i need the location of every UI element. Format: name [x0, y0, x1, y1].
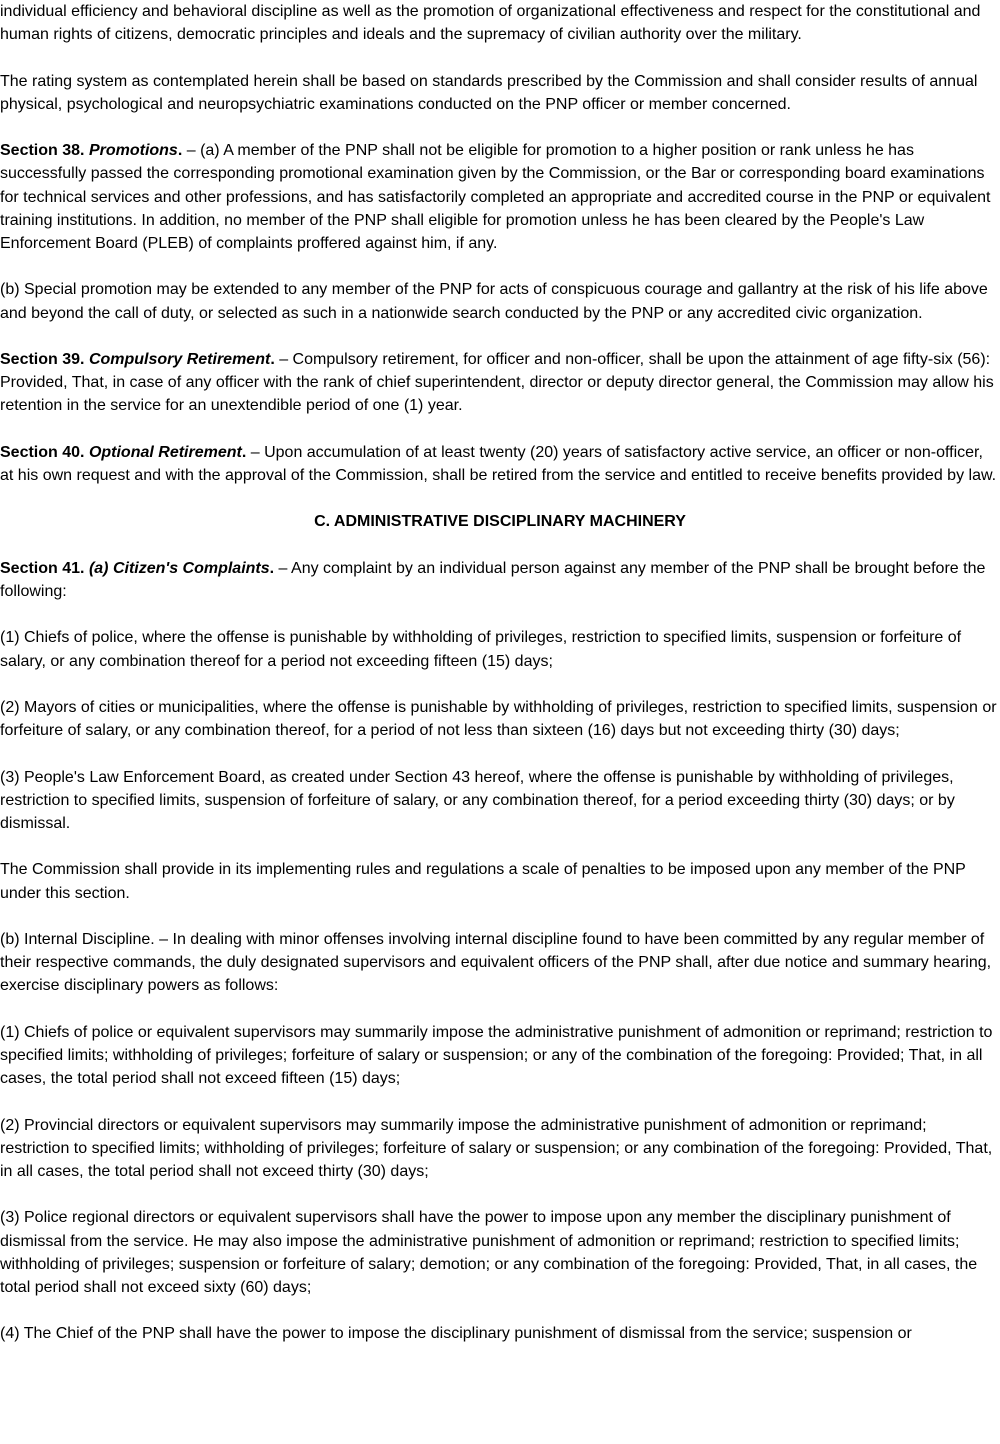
section-title-period: .: [177, 142, 183, 160]
list-item-provincial-directors: (2) Provincial directors or equivalent supervisors may summarily impose the administrative punishment of admonition or reprimand; restriction to specified limits; withholding of privileges; forfeiture of salary or suspension; or any combination of the foregoing: Provided, That, in all cases, the total period shall not exceed thirty (30) days;: [0, 1116, 993, 1180]
section-title-period: .: [241, 443, 247, 461]
chapter-heading: C. ADMINISTRATIVE DISCIPLINARY MACHINERY: [314, 513, 686, 531]
section-39-paragraph: [0, 348, 1000, 418]
paragraph-continued: individual efficiency and behavioral discipline as well as the promotion of organizational effectiveness and respect for the constitutional and human rights of citizens, democratic principles and ideals and the supremacy of civilian authority over the military.: [0, 3, 981, 44]
list-item-chief-of-pnp: (4) The Chief of the PNP shall have the power to impose the disciplinary punishment of dismissal from the service; suspension or: [0, 1325, 912, 1343]
section-number: Section 38.: [0, 142, 85, 160]
paragraph-scale-of-penalties: The Commission shall provide in its implementing rules and regulations a scale of penalties to be imposed upon any member of the PNP under this section.: [0, 861, 966, 902]
section-title: Promotions: [88, 142, 178, 160]
section-title: Optional Retirement: [88, 443, 242, 461]
paragraph-internal-discipline: (b) Internal Discipline. – In dealing with minor offenses involving internal discipline found to have been committed by any regular member of their respective commands, the duly designated supervisors and equivalent officers of the PNP shall, after due notice and summary hearing, exercise disciplinary powers as follows:: [0, 930, 992, 995]
list-item-chiefs-of-police: (1) Chiefs of police, where the offense is punishable by withholding of privileges, restriction to specified limits, suspension or forfeiture of salary, or any combination thereof for a period not exceeding fifteen (15) days;: [0, 629, 962, 670]
section-title-period: .: [269, 559, 275, 577]
paragraph-rating-system: The rating system as contemplated herein shall be based on standards prescribed by the Commission and shall consider results of annual physical, psychological and neuropsychiatric examinations conducted on the PNP officer or member concerned.: [0, 72, 978, 113]
section-number: Section 41.: [0, 559, 85, 577]
section-title-period: .: [270, 350, 275, 368]
section-title: Compulsory Retirement: [88, 350, 271, 368]
section-41-paragraph: [0, 557, 1000, 603]
section-body: – Any complaint by an individual person against any member of the PNP shall be brought before the following:: [0, 559, 986, 600]
section-body: – Compulsory retirement, for officer and non-officer, shall be upon the attainment of age fifty-six (56): Provided, That, in case of any officer with the rank of chief superintendent, director or deputy director general, the Commission may allow his retention in the service for an unextendible period of one (1) year.: [0, 350, 994, 415]
list-item-regional-directors: (3) Police regional directors or equivalent supervisors shall have the power to impose upon any member the disciplinary punishment of dismissal from the service. He may also impose the administrative punishment of admonition or reprimand; restriction to specified limits; withholding of privileges; suspension or forfeiture of salary; demotion; or any combination of the foregoing: Provided, That, in all cases, the total period shall not exceed sixty (60) days;: [0, 1209, 978, 1296]
section-number: Section 39.: [0, 350, 85, 368]
section-title: (a) Citizen's Complaints: [88, 559, 270, 577]
list-item-mayors: (2) Mayors of cities or municipalities, where the offense is punishable by withholding of privileges, restriction to specified limits, suspension or forfeiture of salary, or any combination thereof, for a period of not less than sixteen (16) days but not exceeding thirty (30) days;: [0, 698, 997, 740]
section-body: – Upon accumulation of at least twenty (20) years of satisfactory active service, an officer or non-officer, at his own request and with the approval of the Commission, shall be retired from the service and entitled to receive benefits provided by law.: [0, 443, 997, 484]
list-item-chiefs-supervisors: (1) Chiefs of police or equivalent supervisors may summarily impose the administrative punishment of admonition or reprimand; restriction to specified limits; withholding of privileges; forfeiture of salary or suspension; or any of the combination of the foregoing: Provided; That, in all cases, the total period shall not exceed fifteen (15) days;: [0, 1023, 993, 1088]
paragraph-special-promotion: (b) Special promotion may be extended to any member of the PNP for acts of conspicuous courage and gallantry at the risk of his life above and beyond the call of duty, or selected as such in a nationwide search conducted by the PNP or any accredited civic organization.: [0, 281, 988, 322]
section-38-paragraph: [0, 139, 1000, 255]
list-item-pleb: (3) People's Law Enforcement Board, as created under Section 43 hereof, where the offense is punishable by withholding of privileges, restriction to specified limits, suspension of forfeiture of salary, or any combination thereof, for a period exceeding thirty (30) days; or by dismissal.: [0, 768, 955, 832]
section-number: Section 40.: [0, 443, 85, 461]
section-40-paragraph: [0, 441, 1000, 487]
section-body: – (a) A member of the PNP shall not be eligible for promotion to a higher position or rank unless he has successfully passed the corresponding promotional examination given by the Commission, or the Bar or corresponding board examinations for technical services and other professions, and has satisfactorily completed an appropriate and accredited course in the PNP or equivalent training institutions. In addition, no member of the PNP shall eligible for promotion unless he has been cleared by the People's Law Enforcement Board (PLEB) of complaints proffered against him, if any.: [0, 142, 991, 252]
